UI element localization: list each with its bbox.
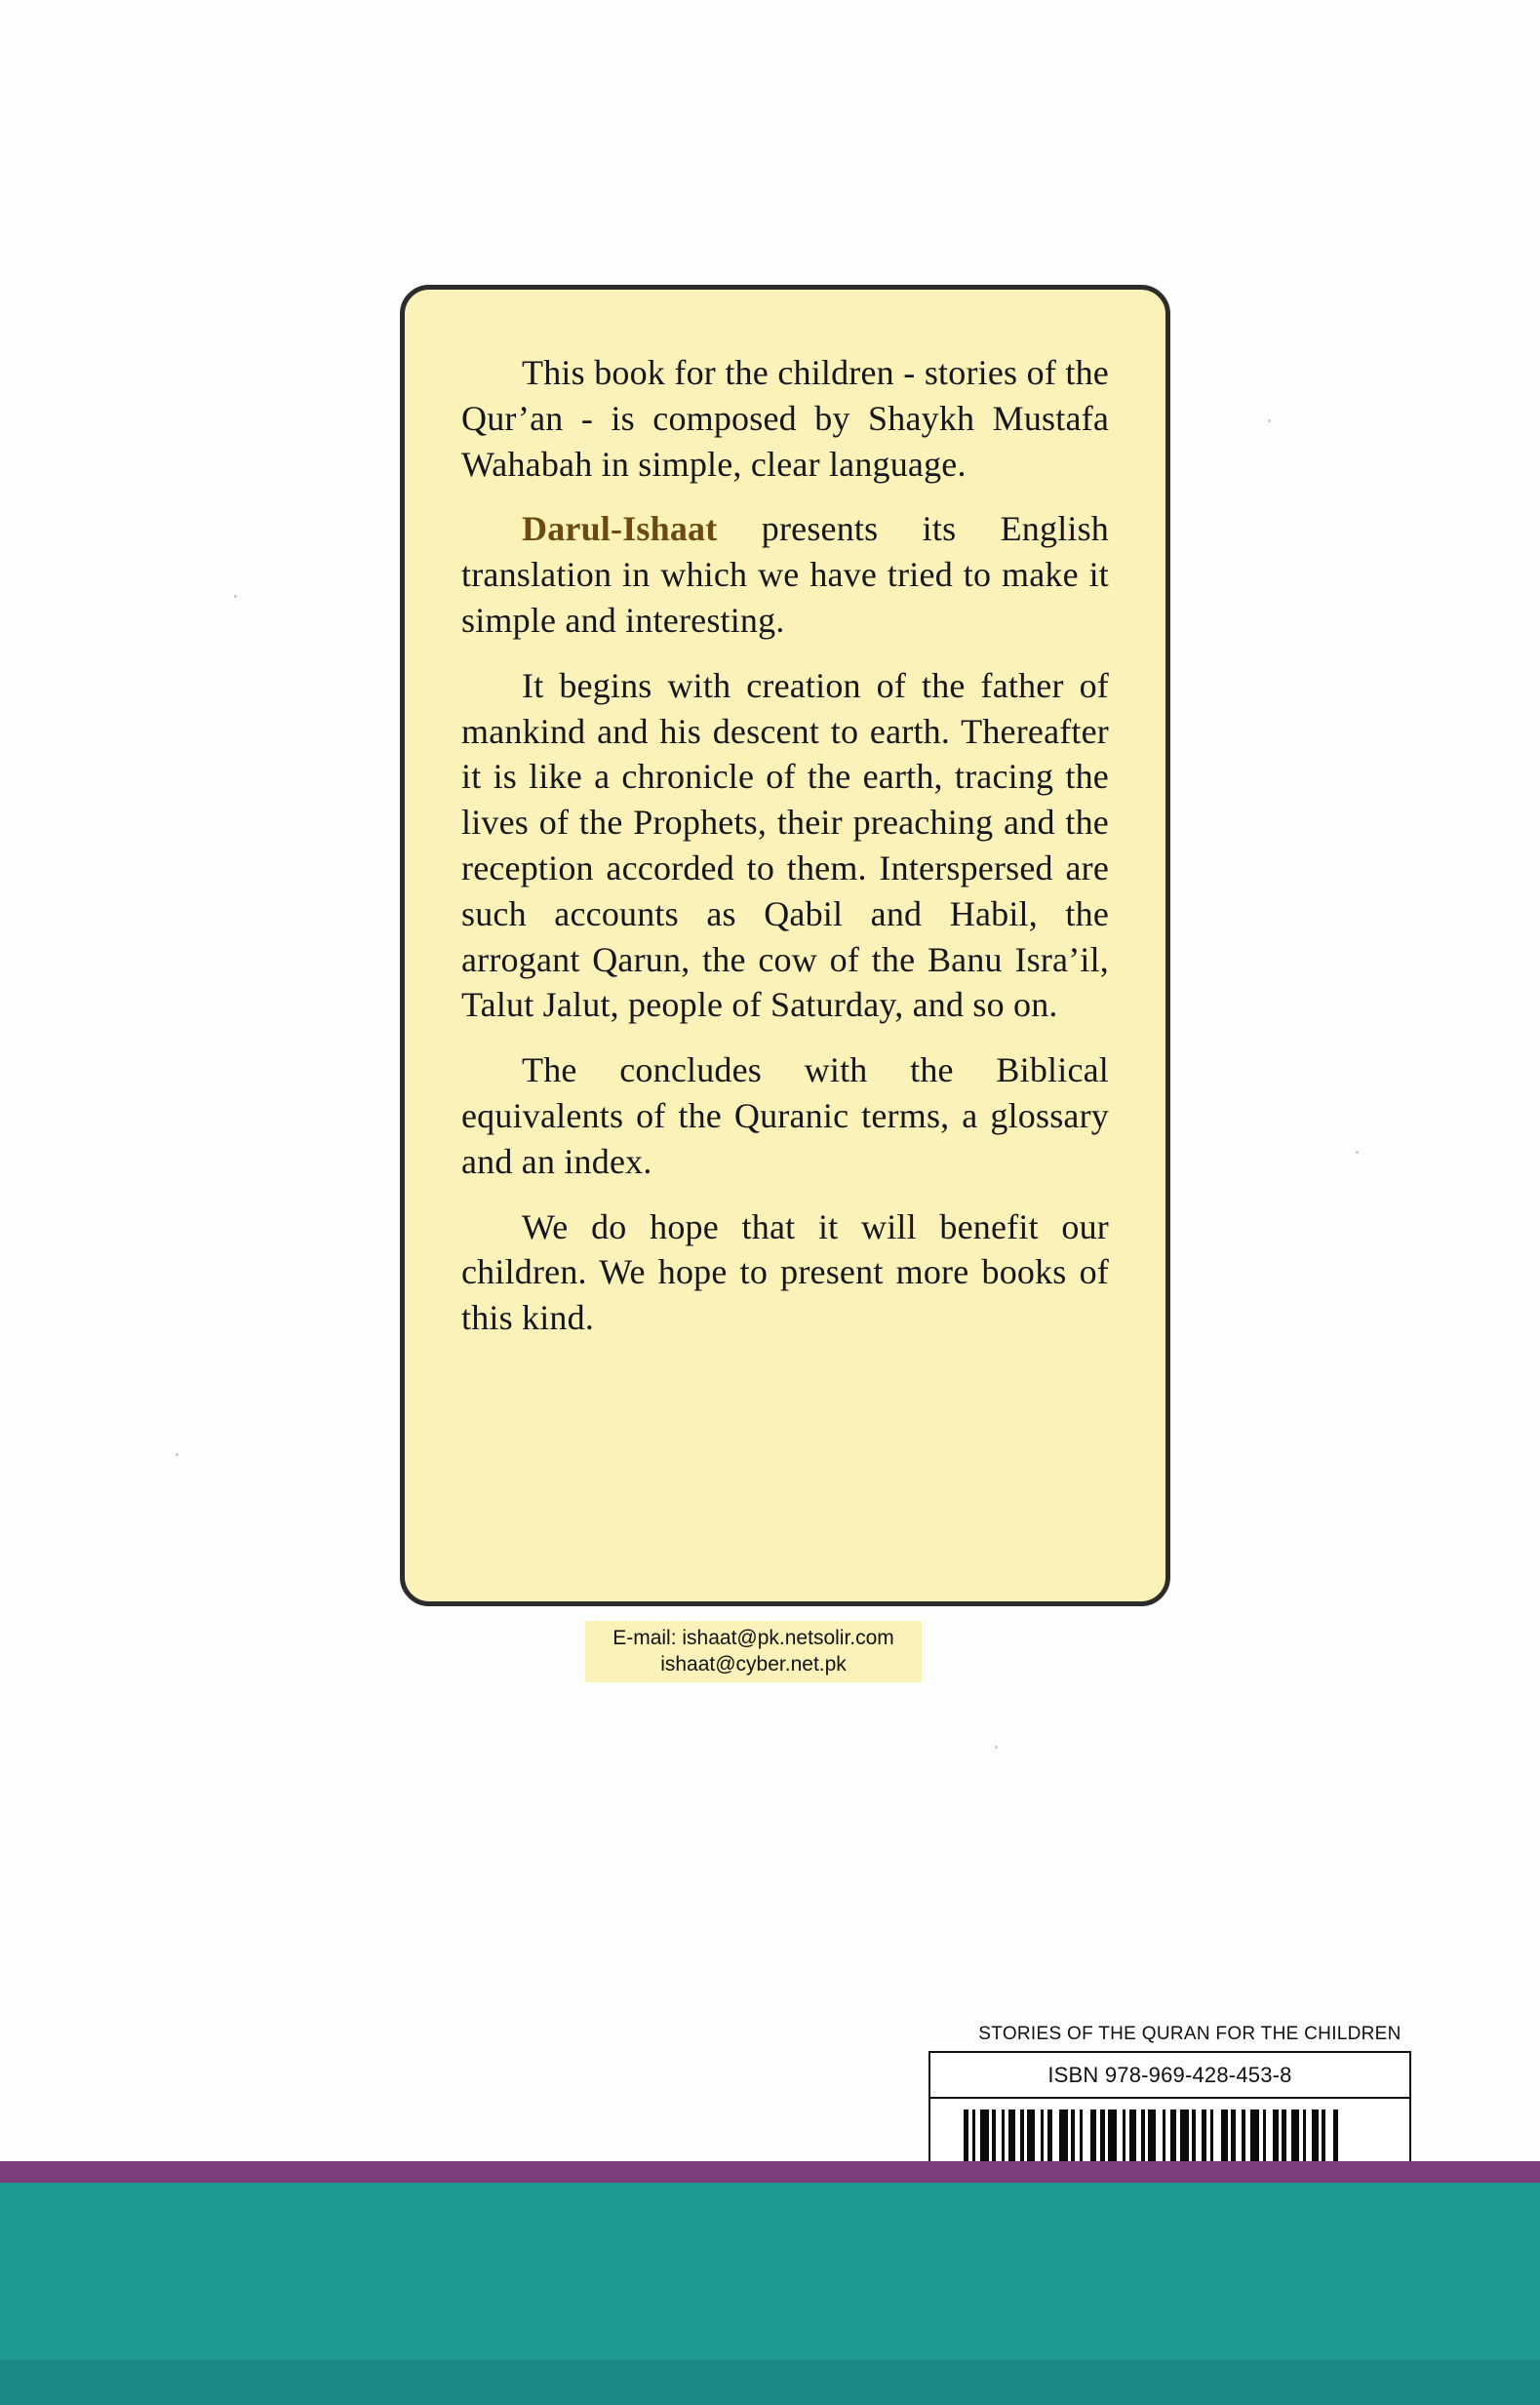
blurb-paragraph-2 xyxy=(461,506,1109,643)
publisher-email-block xyxy=(585,1621,922,1682)
blurb-paragraph-3: It begins with creation of the father of mankind and his descent to earth. Thereafter it is like a chronicle of the earth, tracing the lives of the Prophets, their preaching and the reception accorded to them. Interspersed are such accounts as Qabil and Habil, the arrogant Qarun, the cow of the Banu Isra’il, Talut Jalut, people of Saturday, and so on. xyxy=(461,665,1109,1025)
purple-accent-band xyxy=(0,2161,1540,2183)
scan-speck xyxy=(176,1453,178,1456)
email-line-2: ishaat@cyber.net.pk xyxy=(660,1653,847,1676)
scan-speck xyxy=(1268,419,1271,422)
scan-speck xyxy=(1356,1151,1359,1154)
email-line-1: E-mail: ishaat@pk.netsolir.com xyxy=(612,1627,894,1649)
blurb-paragraph-5: We do hope that it will benefit our children. We hope to present more books of this kind. xyxy=(461,1206,1109,1338)
scan-speck xyxy=(995,1746,998,1749)
teal-footer-band-dark xyxy=(0,2360,1540,2405)
scan-speck xyxy=(234,595,237,598)
barcode-divider-top xyxy=(930,2097,1409,2099)
back-cover-blurb-panel xyxy=(400,285,1170,1606)
publisher-name: Darul-Ishaat xyxy=(522,509,718,549)
blurb-paragraph-4: The concludes with the Biblical equivalents of the Quranic terms, a glossary and an index. xyxy=(461,1050,1109,1181)
blurb-paragraph-2-text: presents its English translation in which we have tried to make it simple and interesting. xyxy=(461,509,1110,640)
isbn-label: ISBN 978-969-428-453-8 xyxy=(1047,2063,1292,2087)
blurb-paragraph-1: This book for the children - stories of the Qur’an - is composed by Shaykh Mustafa Wahabah in simple, clear language. xyxy=(461,353,1109,484)
barcode-title-label: STORIES OF THE QURAN FOR THE CHILDREN xyxy=(978,2024,1402,2044)
